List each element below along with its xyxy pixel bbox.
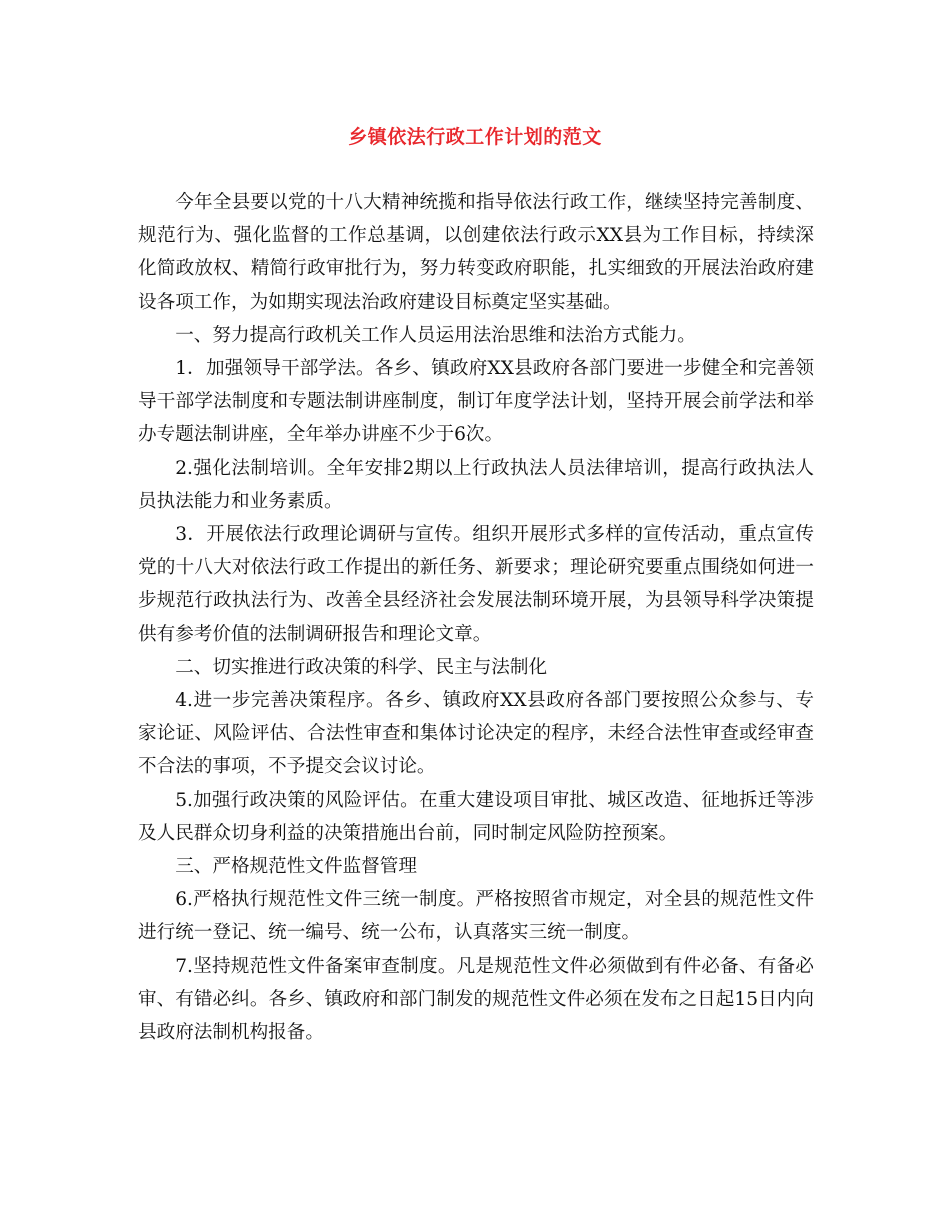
paragraph: 1．加强领导干部学法。各乡、镇政府XX县政府各部门要进一步健全和完善领导干部学法制度和专题法制讲座制度，制订年度学法计划，坚持开展会前学法和举办专题法制讲座，全年举办讲座不少于6次。 — [138, 358, 814, 446]
paragraph: 今年全县要以党的十八大精神统揽和指导依法行政工作，继续坚持完善制度、规范行为、强化监督的工作总基调，以创建依法行政示XX县为工作目标，持续深化简政放权、精简行政审批行为，努力转变政府职能，扎实细致的开展法治政府建设各项工作，为如期实现法治政府建设目标奠定坚实基础。 — [138, 192, 814, 313]
section-heading: 三、严格规范性文件监督管理 — [175, 856, 417, 878]
paragraph: 3．开展依法行政理论调研与宣传。组织开展形式多样的宣传活动，重点宣传党的十八大对依法行政工作提出的新任务、新要求；理论研究要重点围绕如何进一步规范行政执法行为、改善全县经济社会发展法制环境开展，为县领导科学决策提供有参考价值的法制调研报告和理论文章。 — [138, 524, 814, 645]
paragraph: 7.坚持规范性文件备案审查制度。凡是规范性文件必须做到有件必备、有备必审、有错必纠。各乡、镇政府和部门制发的规范性文件必须在发布之日起15日内向县政府法制机构报备。 — [138, 955, 814, 1044]
paragraph: 2.强化法制培训。全年安排2期以上行政执法人员法律培训，提高行政执法人员执法能力和业务素质。 — [138, 457, 814, 512]
section-heading: 二、切实推进行政决策的科学、民主与法制化 — [175, 656, 548, 678]
section-heading: 一、努力提高行政机关工作人员运用法治思维和法治方式能力。 — [175, 324, 696, 346]
document-body — [138, 186, 814, 1049]
paragraph: 6.严格执行规范性文件三统一制度。严格按照省市规定，对全县的规范性文件进行统一登记、统一编号、统一公布，认真落实三统一制度。 — [138, 889, 814, 944]
paragraph: 4.进一步完善决策程序。各乡、镇政府XX县政府各部门要按照公众参与、专家论证、风险评估、合法性审查和集体讨论决定的程序，未经合法性审查或经审查不合法的事项，不予提交会议讨论。 — [138, 690, 814, 778]
document-title: 乡镇依法行政工作计划的范文 — [348, 126, 602, 148]
paragraph: 5.加强行政决策的风险评估。在重大建设项目审批、城区改造、征地拆迁等涉及人民群众切身利益的决策措施出台前，同时制定风险防控预案。 — [138, 789, 814, 844]
